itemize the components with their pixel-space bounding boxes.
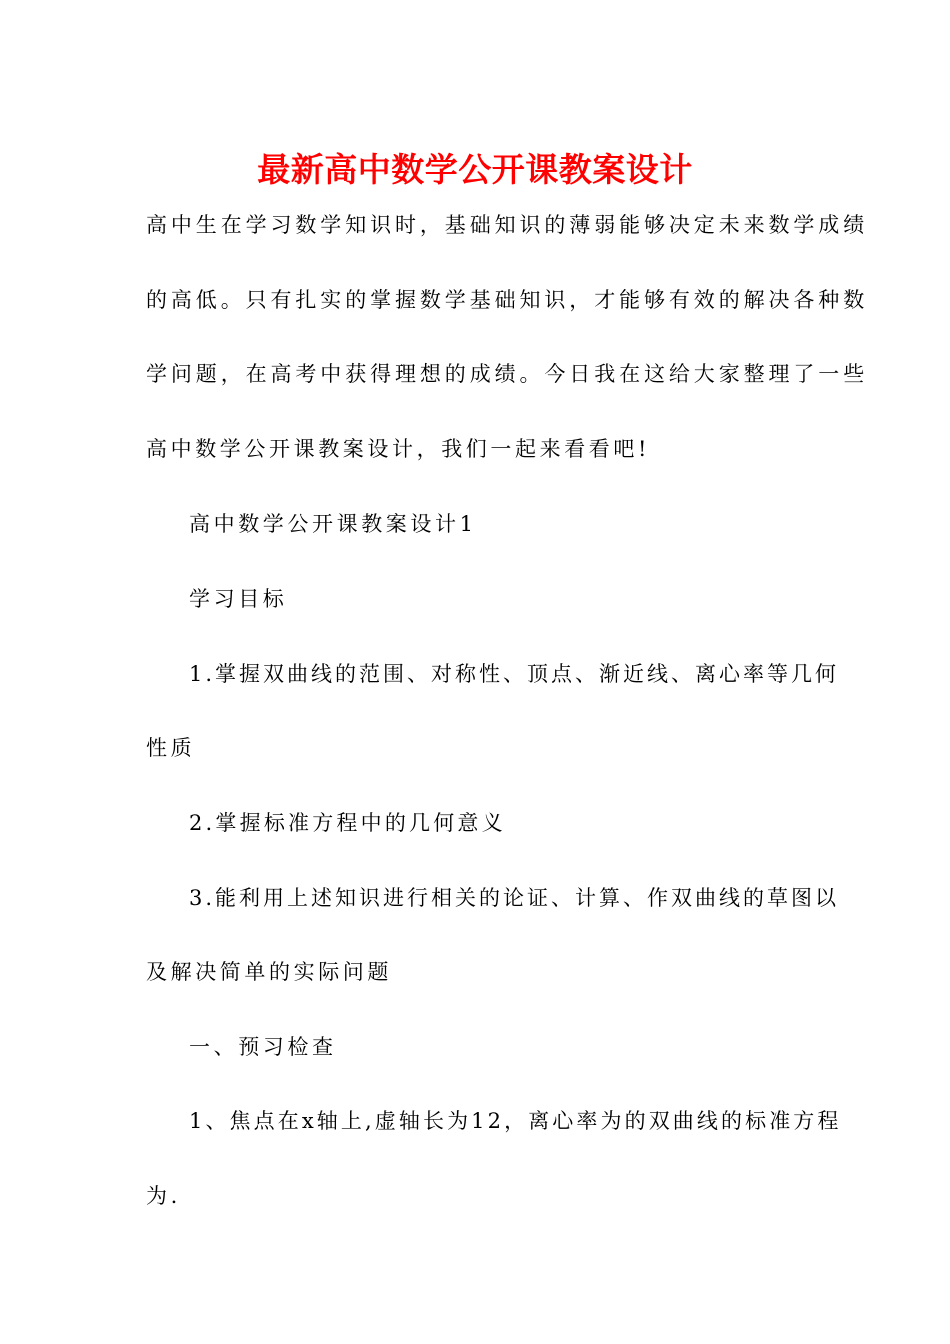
goal-1-line-1: 1.掌握双曲线的范围、对称性、顶点、渐近线、离心率等几何 [189, 662, 840, 686]
intro-line-3: 学问题，在高考中获得理想的成绩。今日我在这给大家整理了一些 [146, 362, 869, 386]
intro-line-2: 的高低。只有扎实的掌握数学基础知识，才能够有效的解决各种数 [146, 288, 869, 312]
goal-1-line-2: 性质 [146, 736, 196, 760]
intro-line-1: 高中生在学习数学知识时，基础知识的薄弱能够决定未来数学成绩 [146, 213, 869, 237]
section-heading: 高中数学公开课教案设计1 [189, 512, 477, 536]
goal-2: 2.掌握标准方程中的几何意义 [189, 811, 506, 835]
goal-3-line-1: 3.能利用上述知识进行相关的论证、计算、作双曲线的草图以 [189, 886, 840, 910]
question-1-line-2: 为. [146, 1184, 181, 1208]
question-1-line-1: 1、焦点在x轴上,虚轴长为12，离心率为的双曲线的标准方程 [189, 1109, 842, 1133]
intro-line-4: 高中数学公开课教案设计，我们一起来看看吧! [146, 437, 651, 461]
goals-heading: 学习目标 [189, 587, 288, 611]
preview-heading: 一、预习检查 [189, 1035, 337, 1059]
document-title: 最新高中数学公开课教案设计 [257, 150, 693, 189]
goal-3-line-2: 及解决简单的实际问题 [146, 960, 392, 984]
